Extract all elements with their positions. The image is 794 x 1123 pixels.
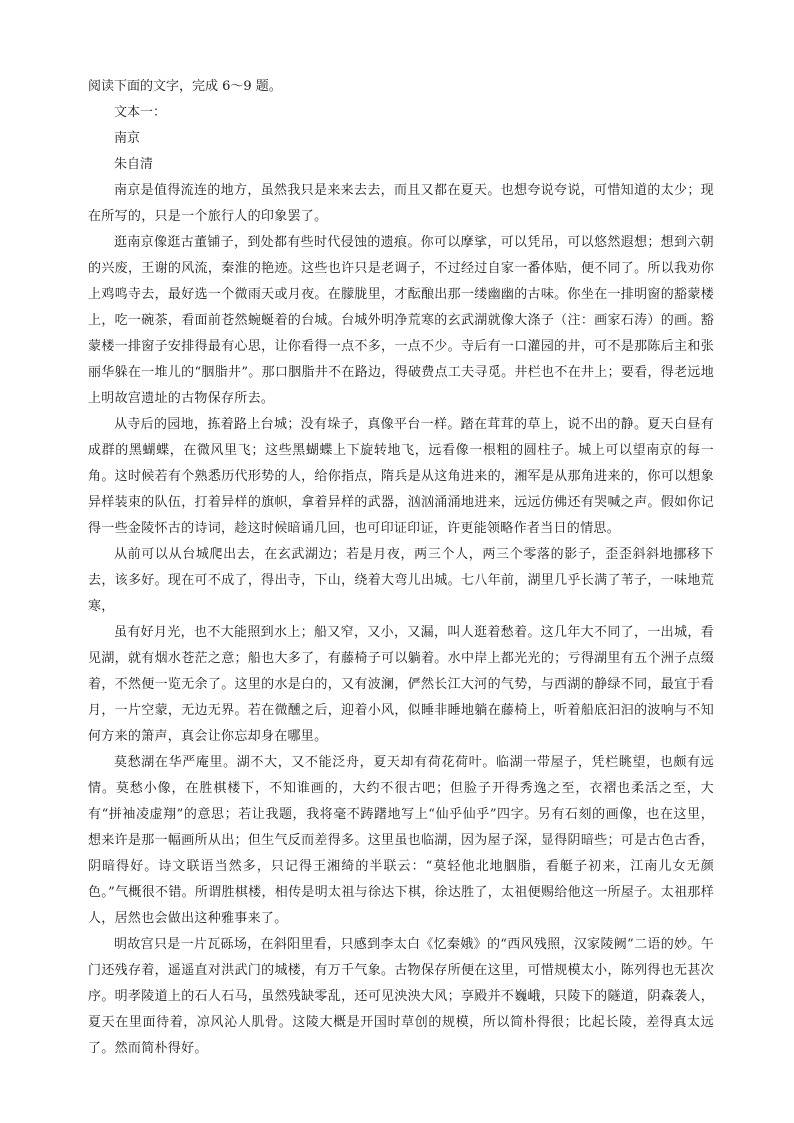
paragraph-4: 从前可以从台城爬出去，在玄武湖边；若是月夜，两三个人，两三个零落的影子，歪歪斜斜地挪移下去，该多好。现在可不成了，得出寺，下山，绕着大弯儿出城。七八年前，湖里几乎长满了苇子，一味地荒寒， (88, 547, 714, 614)
essay-author: 朱自清 (114, 157, 154, 172)
paragraph-7: 明故宫只是一片瓦砾场，在斜阳里看，只感到李太白《忆秦娥》的“西风残照，汉家陵阙”二语的妙。午门还残存着，遥遥直对洪武门的城楼，有万千气象。古物保存所便在这里，可惜规模太小，陈列得也无甚次序。明孝陵道上的石人石马，虽然残缺零乱，还可见泱泱大风；享殿并不巍峨，只陵下的隧道，阴森袭人，夏天在里面待着，凉风沁人肌骨。这陵大概是开国时草创的规模，所以简朴得很；比起长陵，差得真太远了。然而简朴得好。 (88, 937, 714, 1056)
paragraph-2: 逛南京像逛古董铺子，到处都有些时代侵蚀的遗痕。你可以摩挲，可以凭吊，可以悠然遐想；想到六朝的兴废，王谢的风流，秦淮的艳迹。这些也许只是老调子，不过经过自家一番体贴，便不同了。所以我劝你上鸡鸣寺去，最好选一个微雨天或月夜。在朦胧里，才酝酿出那一缕幽幽的古味。你坐在一排明窗的豁蒙楼上，吃一碗茶，看面前苍然蜿蜒着的台城。台城外明净荒寒的玄武湖就像大涤子（注：画家石涛）的画。豁蒙楼一排窗子安排得最有心思，让你看得一点不多，一点不少。寺后有一口灌园的井，可不是那陈后主和张丽华躲在一堆儿的“胭脂井”。那口胭脂井不在路边，得破费点工夫寻觅。井栏也不在井上；要看，得老远地上明故宫遗址的古物保存所去。 (88, 235, 714, 406)
paragraph-6: 莫愁湖在华严庵里。湖不大，又不能泛舟，夏天却有荷花荷叶。临湖一带屋子，凭栏眺望，也颇有远情。莫愁小像，在胜棋楼下，不知谁画的，大约不很古吧；但脸子开得秀逸之至，衣褶也柔活之至，大有“拼袖凌虚翔”的意思；若让我题，我将毫不踌躇地写上“仙乎仙乎”四字。另有石刻的画像，也在这里，想来许是那一幅画所从出；但生气反而差得多。这里虽也临湖，因为屋子深，显得阴暗些；可是古色古香，阴暗得好。诗文联语当然多，只记得王湘绮的半联云：“莫轻他北地胭脂，看艇子初来，江南儿女无颜色。”气概很不错。所谓胜棋楼，相传是明太祖与徐达下棋，徐达胜了，太祖便赐给他这一所屋子。太祖那样人，居然也会做出这种雅事来了。 (88, 755, 714, 926)
paragraph-3: 从寺后的园地，拣着路上台城；没有垛子，真像平台一样。踏在茸茸的草上，说不出的静。夏天白昼有成群的黑蝴蝶，在微风里飞；这些黑蝴蝶上下旋转地飞，远看像一根粗的圆柱子。城上可以望南京的每一角。这时候若有个熟悉历代形势的人，给你指点，隋兵是从这角进来的，湘军是从那角进来的，你可以想象异样装束的队伍，打着异样的旗帜，拿着异样的武器，汹汹涌涌地进来，远远仿佛还有哭喊之声。假如你记得一些金陵怀古的诗词，趁这时候暗诵几回，也可印证印证，许更能领略作者当日的情思。 (88, 417, 714, 536)
essay-title: 南京 (114, 131, 141, 146)
text-label: 文本一： (114, 105, 167, 120)
question-instruction: 阅读下面的文字，完成 6～9 题。 (88, 79, 282, 94)
paragraph-5: 虽有好月光，也不大能照到水上；船又窄，又小，又漏，叫人逛着愁着。这几年大不同了，一出城，看见湖，就有烟水苍茫之意；船也大多了，有藤椅子可以躺着。水中岸上都光光的；亏得湖里有五个洲子点缀着，不然便一览无余了。这里的水是白的，又有波澜，俨然长江大河的气势，与西湖的静绿不同，最宜于看月，一片空蒙，无边无界。若在微醺之后，迎着小风，似睡非睡地躺在藤椅上，听着船底汩汩的波响与不知何方来的箫声，真会让你忘却身在哪里。 (88, 625, 714, 744)
paragraph-1: 南京是值得流连的地方，虽然我只是来来去去，而且又都在夏天。也想夸说夸说，可惜知道的太少；现在所写的，只是一个旅行人的印象罢了。 (88, 183, 714, 224)
